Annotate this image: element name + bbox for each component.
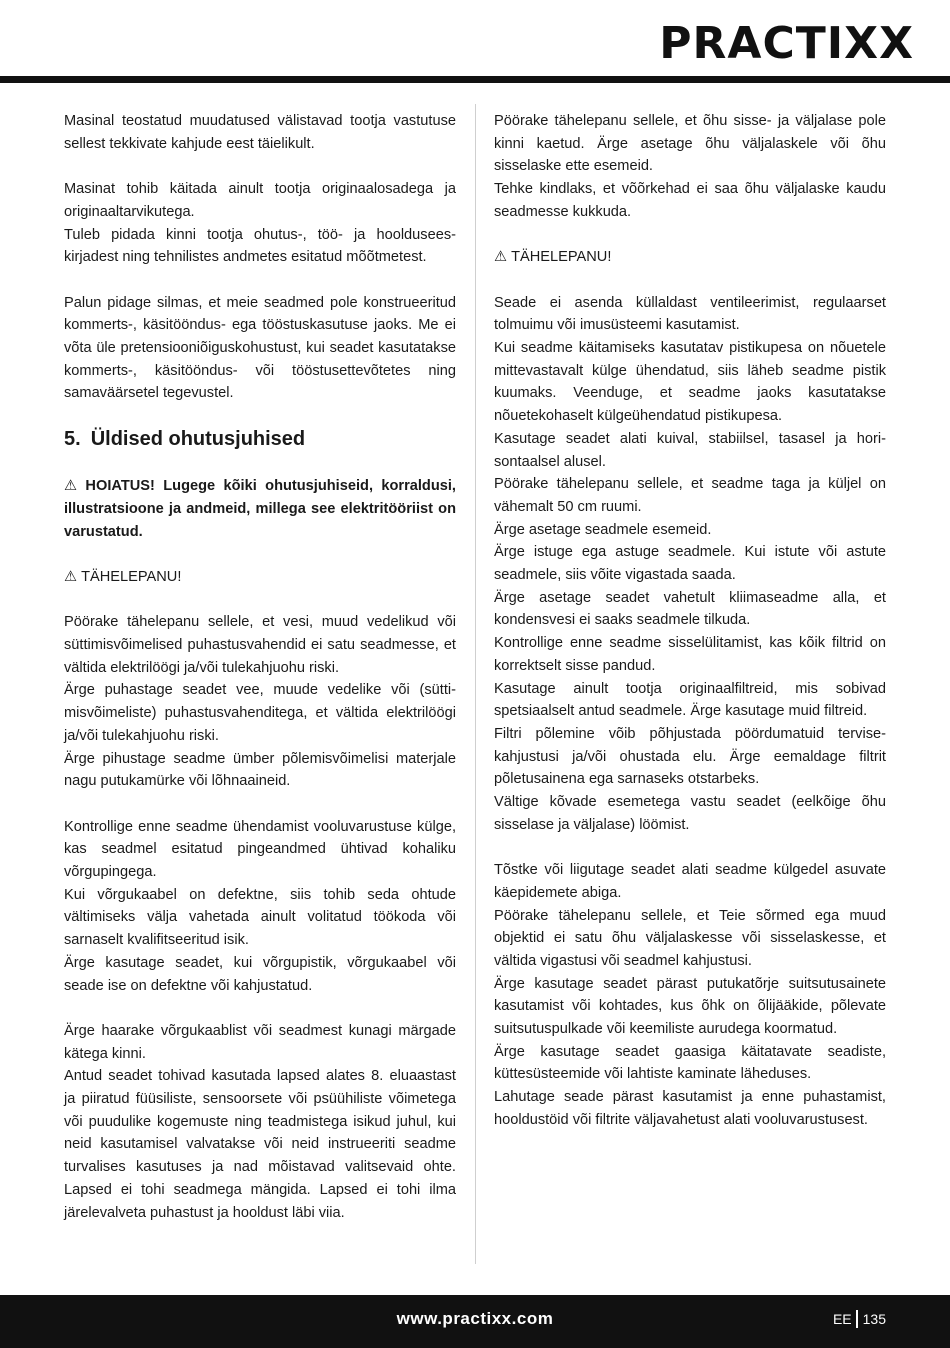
left-column: [64, 110, 456, 1224]
column-divider: [475, 104, 476, 1264]
paragraph: Pöörake tähelepanu sellele, et vesi, muud vedelikud või süttimisvõimelised puhastusvahendid ei satu seadmesse, et vältida elektrilöögi ja/või tulekahjuohu riski.: [64, 614, 456, 676]
attention-paragraph: [64, 566, 456, 589]
page-number: 135: [862, 1311, 886, 1327]
paragraph: Ärge kasutage seadet pärast putukatõrje suitsutusainete kasutamist või kohtades, kus õhk on õlijääkide, põlevate suitsutuspulkade või keemiliste aurudega koormatud.: [494, 975, 886, 1038]
attention-paragraph: [494, 246, 886, 269]
paragraph: Tuleb pidada kinni tootja ohutus-, töö- ja hoolduseeskirjadest ning tehnilistes andmetes esitatud mõõtmetest.: [64, 226, 456, 266]
paragraph: Seade ei asenda küllaldast ventileerimist, regulaarset tolmuimu või imusüsteemi kasutamist.: [494, 294, 886, 334]
paragraph: Ärge istuge ega astuge seadmele. Kui istute või astute seadmele, siis võite vigastada saada.: [494, 544, 886, 584]
warning-paragraph: [64, 475, 456, 543]
paragraph: Tõstke või liigutage seadet alati seadme külgedel asuvate käepidemete abiga.: [494, 862, 886, 901]
paragraph: Antud seadet tohivad kasutada lapsed alates 8. eluaastast ja piiratud füüsiliste, sensoorsete või psüühiliste võimetega või puudulike kogemuste ning teadmistega isikud juhul, kui neid kasutamisel valvatakse või neid instrueeriti seadme turvalises kasutuses ja nad mõistavad valitsevaid ohte. Lapsed ei tohi seadmega mängida. Lapsed ei tohi ilma järelevalveta puhastust ja hooldust läbi viia.: [64, 1068, 456, 1221]
page-info: [833, 1310, 886, 1328]
section-number: 5.: [64, 428, 81, 451]
paragraph: Kui seadme käitamiseks kasutatav pistikupesa on nõuetele mittevastavalt külge ühendatud, siis läheb seadme pistik kuumaks. Veenduge, et seadme jaoks kasutatakse nõuetekohaselt külgeühendatud pistikupesa.: [494, 340, 886, 425]
warning-icon: ⚠: [494, 248, 508, 266]
paragraph: Ärge pihustage seadme ümber põlemisvõimelisi materjale nagu putukamürke või lõhnaaineid.: [64, 750, 456, 790]
paragraph: Kui võrgukaabel on defektne, siis tohib seda ohtude vältimiseks välja vahetada ainult volitatud töökoda või sarnaselt kvalifitseeritud isik.: [64, 886, 456, 949]
paragraph: Ärge kasutage seadet, kui võrgupistik, võrgukaabel või seade ise on defektne või kahjustatud.: [64, 954, 456, 994]
paragraph: Pöörake tähelepanu sellele, et seadme taga ja küljel on vähemalt 50 cm ruumi.: [494, 476, 886, 515]
paragraph: Pöörake tähelepanu sellele, et õhu sisse- ja väljalase pole kinni kaetud. Ärge asetage õhu väljalaskele või õhu sisselaske ette esemeid.: [494, 113, 886, 175]
paragraph: Ärge haarake võrgukaablist või seadmest kunagi märgade kätega kinni.: [64, 1022, 456, 1062]
paragraph: Vältige kõvade esemetega vastu seadet (eelkõige õhu sisselase ja väljalase) löömist.: [494, 794, 886, 833]
paragraph: Tehke kindlaks, et võõrkehad ei saa õhu väljalaske kaudu seadmesse kukkuda.: [494, 181, 886, 220]
paragraph: Kontrollige enne seadme ühendamist vooluvarustuse külge, kas seadmel esitatud pingeandmed ühtivad kohaliku võrgupingega.: [64, 818, 456, 881]
header-rule: [0, 76, 950, 83]
paragraph: Palun pidage silmas, et meie seadmed pole konstrueeritud kommerts-, käsitööndus- ega tööstuskasutuse jaoks. Me ei võta üle pretensiooniõiguskohustust, kui seadet kasutatakse kommerts-, käsitööndus- või tööstusettevõtetes ning samaväärsetel tegevustel.: [64, 294, 456, 402]
paragraph: Ärge asetage seadmele esemeid.: [494, 521, 712, 538]
footer-bar: [0, 1295, 950, 1348]
warning-text: HOIATUS! Lugege kõiki ohutusjuhiseid, korraldusi, illustratsioone ja andmeid, millega see elektritööriist on varustatud.: [64, 478, 456, 540]
footer-separator: [856, 1310, 858, 1328]
right-column: [494, 110, 886, 1132]
warning-icon: ⚠: [64, 567, 78, 585]
paragraph: Masinal teostatud muudatused välistavad tootja vastutuse sellest tekkivate kahjude eest täielikult.: [64, 113, 456, 152]
attention-text: TÄHELEPANU!: [511, 249, 612, 266]
paragraph: Pöörake tähelepanu sellele, et Teie sõrmed ega muud objektid ei satu õhu väljalaskesse või sisselaskesse, et vältida vigastusi või seadmel kahjustusi.: [494, 907, 886, 969]
brand-logo: PRACTIXX: [659, 18, 914, 69]
section-title: Üldised ohutusjuhised: [90, 428, 306, 451]
paragraph: Filtri põlemine võib põhjustada pöördumatuid tervisekahjustusi ja/või ohustada elu. Ärge eemaldage filtrit põletusainena ega sarnaseks otstarbeks.: [494, 725, 886, 788]
paragraph: Lahutage seade pärast kasutamist ja enne puhastamist, hooldustöid või filtrite väljavahetust alati vooluvarustusest.: [494, 1089, 886, 1128]
attention-text: TÄHELEPANU!: [81, 568, 182, 585]
paragraph: Kasutage seadet alati kuival, stabiilsel, tasasel ja horisontaalsel alusel.: [494, 430, 886, 470]
section-heading: [64, 427, 456, 451]
paragraph: Ärge puhastage seadet vee, muude vedelike või (süttimisvõimeliste) puhastusvahenditega, et vältida elektrilöögi ja/või tulekahjuohu riski.: [64, 682, 456, 744]
warning-icon: ⚠: [64, 477, 82, 495]
paragraph: Masinat tohib käitada ainult tootja originaalosadega ja originaaltarvikutega.: [64, 181, 456, 220]
language-code: EE: [832, 1311, 852, 1327]
paragraph: Kontrollige enne seadme sisselülitamist, kas kõik filtrid on korrektselt sisse pandud.: [494, 635, 886, 674]
paragraph: Kasutage ainult tootja originaalfiltreid, mis sobivad spetsiaalselt antud seadmele. Ärge kasutage muid filtreid.: [494, 680, 886, 720]
paragraph: Ärge kasutage seadet gaasiga käitatavate seadiste, küttesüsteemide või lahtiste kaminate läheduses.: [494, 1043, 886, 1083]
paragraph: Ärge asetage seadet vahetult kliimaseadme alla, et kondensvesi ei saaks seadmele tilkuda.: [494, 589, 886, 629]
footer-url[interactable]: www.practixx.com: [396, 1309, 554, 1328]
